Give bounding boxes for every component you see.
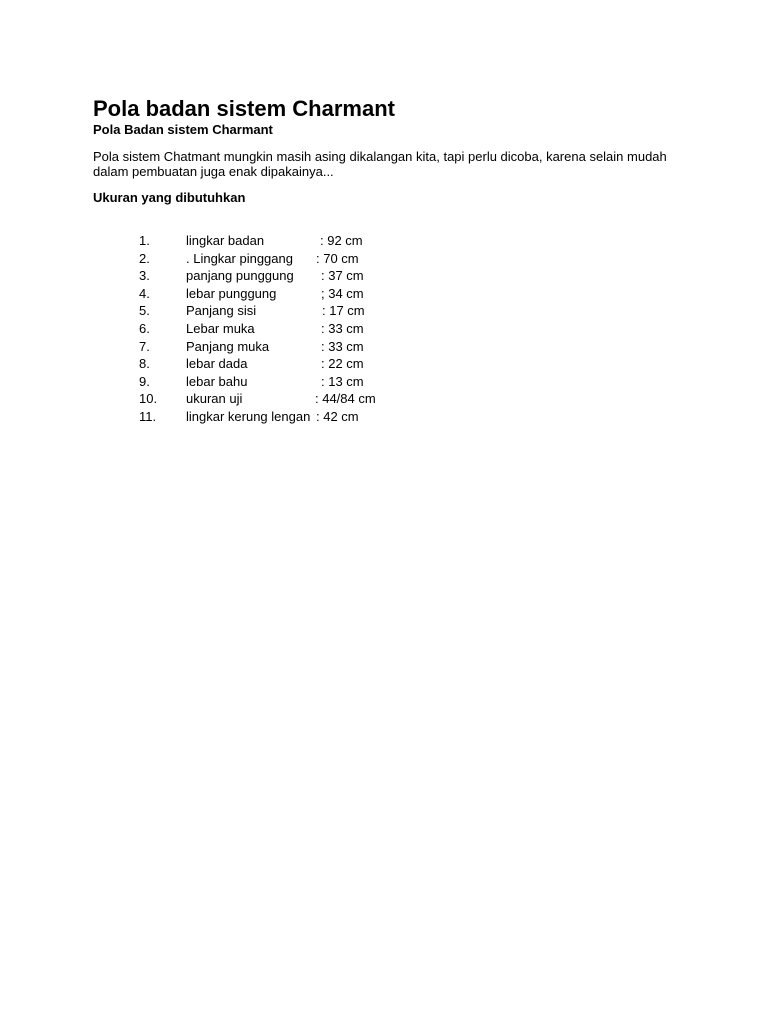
list-item [0, 409, 768, 427]
item-label: lebar bahu [186, 373, 248, 389]
item-number: 3. [139, 268, 150, 284]
list-item [0, 374, 768, 392]
list-item [0, 303, 768, 321]
item-value: : 33 cm [321, 338, 364, 354]
item-value: : 42 cm [316, 408, 359, 424]
item-value: : 22 cm [321, 356, 364, 372]
intro-line: dalam pembuatan juga enak dipakainya... [93, 164, 334, 179]
list-item [0, 356, 768, 374]
list-item [0, 233, 768, 251]
list-item [0, 286, 768, 304]
document-subtitle: Pola Badan sistem Charmant [93, 122, 273, 137]
list-item [0, 251, 768, 269]
item-number: 6. [139, 320, 150, 336]
item-value: : 13 cm [321, 373, 364, 389]
item-number: 2. [139, 250, 150, 266]
intro-paragraph [93, 149, 693, 179]
item-label: Panjang muka [186, 338, 270, 354]
item-number: 4. [139, 285, 150, 301]
item-label: lebar dada [186, 356, 248, 372]
item-value: : 37 cm [321, 268, 364, 284]
item-number: 7. [139, 338, 150, 354]
item-value: : 44/84 cm [315, 391, 376, 407]
item-label: ukuran uji [186, 391, 243, 407]
item-label: panjang punggung [186, 268, 294, 284]
item-label: . Lingkar pinggang [186, 250, 293, 266]
item-value: : 17 cm [322, 303, 365, 319]
list-item [0, 321, 768, 339]
list-item [0, 339, 768, 357]
item-number: 1. [139, 233, 150, 248]
measurement-list [0, 233, 768, 427]
item-label: lingkar badan [186, 233, 265, 248]
item-number: 10. [139, 391, 158, 407]
item-value: : 70 cm [316, 250, 359, 266]
section-heading: Ukuran yang dibutuhkan [93, 190, 246, 205]
item-number: 8. [139, 356, 150, 372]
item-label: Lebar muka [186, 320, 255, 336]
item-value: : 92 cm [320, 233, 363, 248]
list-item [0, 268, 768, 286]
item-number: 9. [139, 373, 150, 389]
item-label: Panjang sisi [186, 303, 257, 319]
list-item [0, 391, 768, 409]
intro-line: Pola sistem Chatmant mungkin masih asing dikalangan kita, tapi perlu dicoba, karena selain mudah [93, 149, 667, 164]
item-value: ; 34 cm [321, 285, 364, 301]
item-number: 11. [139, 408, 157, 424]
document-title: Pola badan sistem Charmant [93, 96, 395, 121]
item-label: lebar punggung [186, 285, 277, 301]
item-number: 5. [139, 303, 150, 319]
item-label: lingkar kerung lengan [186, 408, 311, 424]
item-value: : 33 cm [321, 320, 364, 336]
